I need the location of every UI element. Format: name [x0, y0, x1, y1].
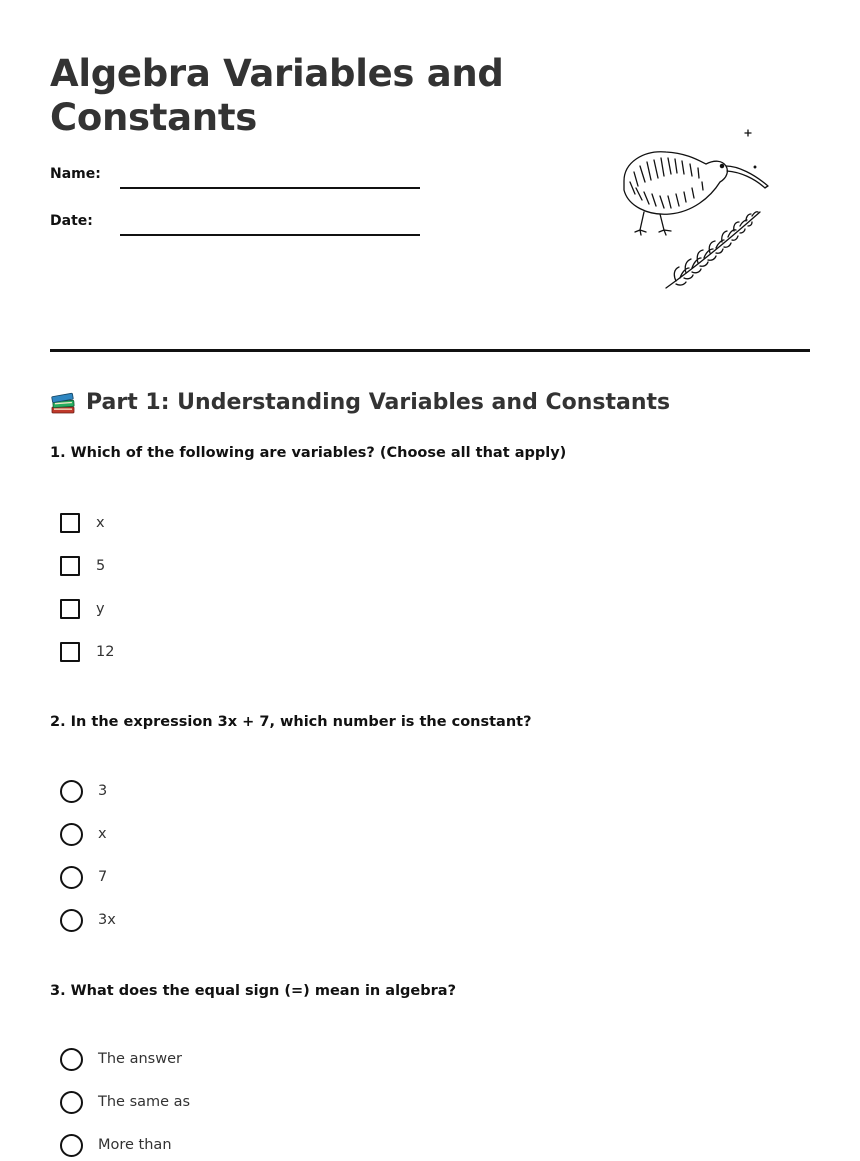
name-field[interactable] — [120, 187, 420, 189]
question-1: 1. Which of the following are variables? (Choose all that apply) — [50, 445, 567, 461]
question-2-option-2[interactable] — [60, 822, 107, 846]
question-2: 2. In the expression 3x + 7, which number is the constant? — [50, 714, 532, 730]
option-label: 12 — [96, 644, 115, 660]
question-2-option-1[interactable] — [60, 779, 107, 803]
option-label: x — [96, 515, 105, 531]
checkbox[interactable] — [60, 556, 80, 576]
checkbox[interactable] — [60, 642, 80, 662]
name-label: Name: — [50, 166, 101, 182]
option-label: The same as — [98, 1094, 191, 1110]
option-label: More than — [98, 1137, 172, 1153]
radio-button[interactable] — [60, 909, 83, 932]
question-1-option-4[interactable] — [60, 640, 114, 664]
date-field[interactable] — [120, 234, 420, 236]
radio-button[interactable] — [60, 1134, 83, 1157]
checkbox[interactable] — [60, 513, 80, 533]
question-3: 3. What does the equal sign (=) mean in algebra? — [50, 983, 456, 999]
option-label: The answer — [98, 1051, 182, 1067]
section-divider — [50, 349, 810, 352]
checkbox[interactable] — [60, 599, 80, 619]
radio-button[interactable] — [60, 1048, 83, 1071]
radio-button[interactable] — [60, 780, 83, 803]
option-label: 3 — [98, 783, 108, 799]
worksheet-title: Algebra Variables and Constants — [50, 52, 504, 139]
kiwi-bird-icon — [614, 126, 774, 296]
books-icon — [50, 388, 76, 416]
question-1-option-2[interactable] — [60, 554, 105, 578]
radio-button[interactable] — [60, 1091, 83, 1114]
question-3-option-3[interactable] — [60, 1133, 172, 1157]
option-label: 7 — [98, 869, 108, 885]
option-label: y — [96, 601, 105, 617]
question-1-option-1[interactable] — [60, 511, 105, 535]
date-label: Date: — [50, 213, 93, 229]
part-1-heading — [50, 388, 670, 416]
option-label: 3x — [98, 912, 116, 928]
radio-button[interactable] — [60, 866, 83, 889]
question-3-option-1[interactable] — [60, 1047, 182, 1071]
question-1-option-3[interactable] — [60, 597, 105, 621]
option-label: 5 — [96, 558, 106, 574]
part-1-heading-text: Part 1: Understanding Variables and Constants — [86, 389, 671, 415]
question-2-option-3[interactable] — [60, 865, 107, 889]
question-2-option-4[interactable] — [60, 908, 116, 932]
radio-button[interactable] — [60, 823, 83, 846]
worksheet-page — [50, 0, 810, 1161]
question-3-option-2[interactable] — [60, 1090, 190, 1114]
option-label: x — [98, 826, 107, 842]
